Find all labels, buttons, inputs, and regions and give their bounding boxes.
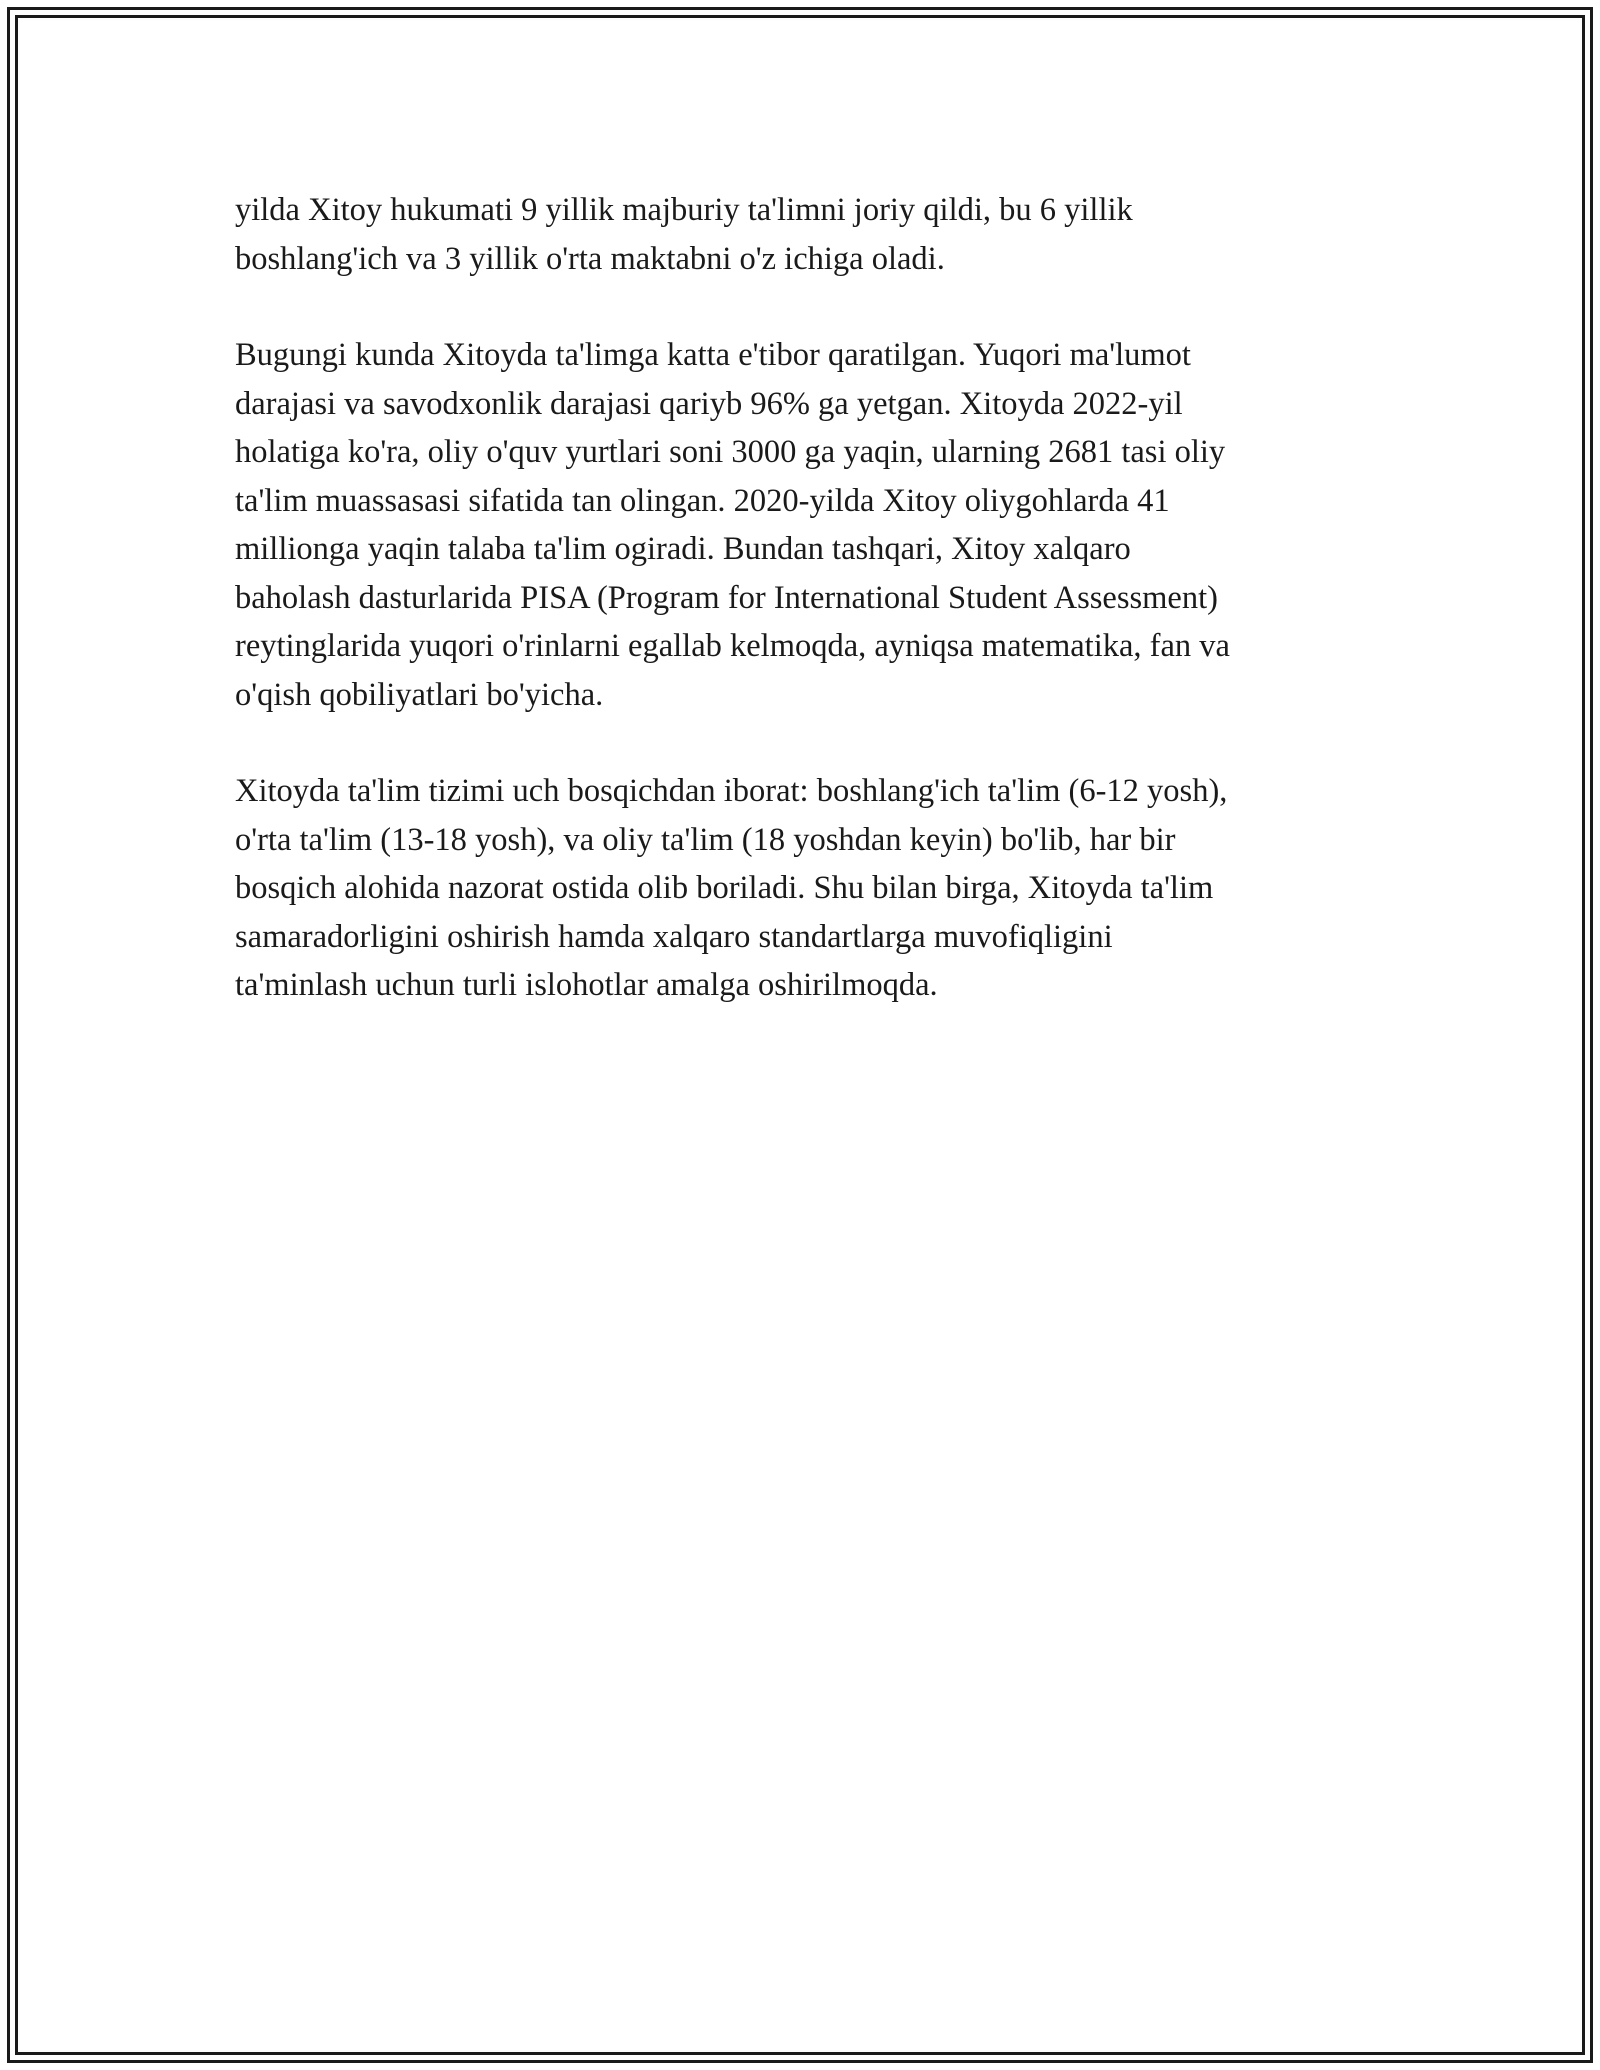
paragraph-education-today xyxy=(235,331,1375,719)
text-line: yilda Xitoy hukumati 9 yillik majburiy ta'limni joriy qildi, bu 6 yillik xyxy=(235,192,1133,228)
text-line: boshlang'ich va 3 yillik o'rta maktabni o'z ichiga oladi. xyxy=(235,240,945,277)
text-line: ta'lim muassasasi sifatida tan olingan. 2020-yilda Xitoy oliygohlarda 41 xyxy=(235,482,1170,519)
text-line: ta'minlash uchun turli islohotlar amalga oshirilmoqda. xyxy=(235,967,938,1003)
text-line: samaradorligini oshirish hamda xalqaro standartlarga muvofiqligini xyxy=(235,918,1113,955)
text-line: o'qish qobiliyatlari bo'yicha. xyxy=(235,676,604,713)
text-line: darajasi va savodxonlik darajasi qariyb 96% ga yetgan. Xitoyda 2022-yil xyxy=(235,385,1183,422)
paragraph-education-stages xyxy=(235,767,1375,1010)
text-line: Bugungi kunda Xitoyda ta'limga katta e'tibor qaratilgan. Yuqori ma'lumot xyxy=(235,337,1191,373)
text-line: holatiga ko'ra, oliy o'quv yurtlari soni 3000 ga yaqin, ularning 2681 tasi oliy xyxy=(235,434,1226,470)
text-line: o'rta ta'lim (13-18 yosh), va oliy ta'lim (18 yoshdan keyin) bo'lib, har bir xyxy=(235,821,1176,858)
text-line: reytinglarida yuqori o'rinlarni egallab kelmoqda, ayniqsa matematika, fan va xyxy=(235,628,1230,664)
document-body xyxy=(235,186,1375,1058)
text-line: baholash dasturlarida PISA (Program for International Student Assessment) xyxy=(235,579,1218,616)
text-line: bosqich alohida nazorat ostida olib boriladi. Shu bilan birga, Xitoyda ta'lim xyxy=(235,870,1214,906)
text-line: Xitoyda ta'lim tizimi uch bosqichdan iborat: boshlang'ich ta'lim (6-12 yosh), xyxy=(235,773,1228,809)
text-line: millionga yaqin talaba ta'lim ogiradi. Bundan tashqari, Xitoy xalqaro xyxy=(235,531,1131,567)
paragraph-compulsory-education xyxy=(235,186,1375,283)
